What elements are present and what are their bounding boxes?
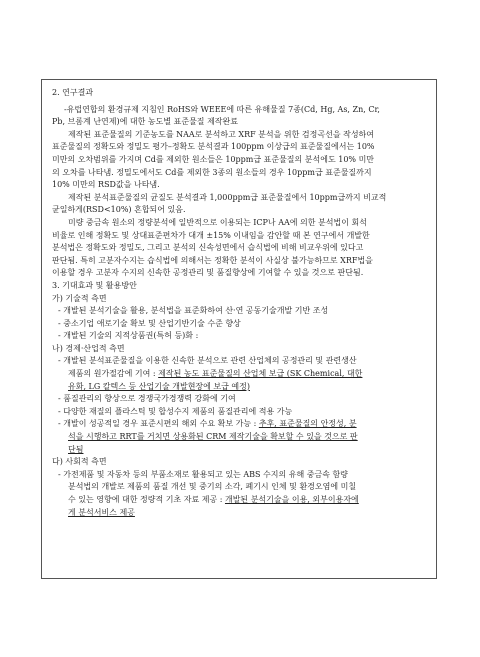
section-3c-item-1-underlined-2: 게 분석서비스 제공 bbox=[68, 507, 135, 517]
section-2-heading: 2. 연구결과 bbox=[52, 88, 94, 97]
section-3c-item-1-line-3 bbox=[52, 494, 426, 507]
section-3b-title: 나) 경제·산업적 측면 bbox=[52, 343, 125, 353]
section-3b-item-1-line-1: - 개발된 분석표준물질을 이용한 신속한 분석으로 관련 산업체의 공정관리 및 관련생산 bbox=[58, 356, 357, 366]
section-3b-item-1-underlined-2: 유화, LG 칼텍스 등 산업기술 개발현장에 보급 예정) bbox=[68, 381, 250, 391]
section-3c-item-1-line-2: 분석법의 개발로 제품의 품질 개선 및 중기의 소각, 폐기시 인체 및 환경오염에 미칠 bbox=[68, 482, 357, 492]
document-frame bbox=[41, 79, 437, 579]
section-2-p4-line-2: 비율로 인해 정확도 및 상대표준편차가 대개 ±15% 이내임을 감안할 때 본 연구에서 개발한 bbox=[52, 230, 370, 240]
section-3b-item-4-line-1 bbox=[52, 418, 426, 431]
section-3b-item-1-text: 제품의 원가절감에 기여 : bbox=[68, 369, 159, 379]
section-3c-item-1-text: 수 있는 영향에 대한 정량적 기초 자료 제공 : bbox=[68, 495, 225, 504]
section-3b-item-4-line-2 bbox=[52, 431, 426, 444]
section-2-p3-line-1: 제작된 분석표준물질의 균질도 분석결과 1,000ppm급 표준물질에서 10ppm급까지 비교적 bbox=[68, 192, 387, 202]
section-3b-item-1-line-3 bbox=[52, 381, 426, 394]
section-3a-item-3: - 개발된 기술의 지적상품권(특허 등)화 : bbox=[58, 331, 199, 341]
section-2-p4-line-5: 이용할 경우 고분자 수지의 신속한 공정관리 및 품질향상에 기여할 수 있을 것으로 판단됨. bbox=[52, 268, 364, 278]
section-2-p2-line-1: 제작된 표준물질의 기준농도를 NAA로 분석하고 XRF 분석을 위한 검정곡선을 작성하여 bbox=[68, 129, 375, 139]
section-3b-item-1-line-2 bbox=[52, 368, 426, 381]
section-3b-item-4-underlined: 추후, 표준물질의 안정성, 분 bbox=[258, 419, 357, 429]
section-2-p1-line-2: Pb, 브롬계 난연제)에 대한 농도별 표준물질 제작완료 bbox=[52, 117, 238, 127]
section-3b-item-4-text: - 개발이 성공적일 경우 표준시편의 해외 수요 확보 가능 : bbox=[58, 419, 259, 429]
section-3b-item-1-underlined: 제작된 농도 표준물질의 산업체 보급 (SK Chemical, 대한 bbox=[158, 369, 363, 379]
section-3c-item-1-line-1: - 가전제품 및 자동차 등의 부품소재로 활용되고 있는 ABS 수지의 유해 중금속 함량 bbox=[58, 469, 348, 479]
section-3b-item-3: - 다양한 재질의 플라스틱 및 합성수지 제품의 품질관리에 적용 가능 bbox=[58, 406, 293, 416]
section-3a-item-2: - 중소기업 애로기술 확보 및 산업기반기술 수준 향상 bbox=[58, 318, 241, 328]
section-2-p2-line-4: 의 오차를 나타냄. 정밀도에서도 Cd를 제외한 3종의 원소들의 경우 10ppm급 표준물질까지 bbox=[52, 167, 372, 177]
section-2-p3-line-2: 균일하게(RSD<10%) 혼합되어 있음. bbox=[52, 205, 186, 215]
section-2-p2-line-5: 10% 미만의 RSD값을 나타냄. bbox=[52, 180, 160, 190]
section-2-p1-line-1: -유럽연합의 환경규제 지침인 RoHS와 WEEE에 따른 유해물질 7종(Cd, Hg, As, Zn, Cr, bbox=[64, 104, 380, 114]
section-2-p4-line-1: 미량 중금속 원소의 정량분석에 일반적으로 이용되는 ICP나 AA에 의한 분석법이 회석 bbox=[68, 217, 367, 227]
section-3b-item-4-underlined-2: 석을 시행하고 RRT를 거치면 상용화된 CRM 제작기술을 확보할 수 있을 것으로 판 bbox=[68, 432, 358, 442]
section-2-p2-line-3: 미만의 오차범위를 가지며 Cd를 제외한 원소들은 10ppm급 표준물질의 분석에도 10% 미만 bbox=[52, 154, 375, 164]
section-3b-item-4-line-3 bbox=[52, 444, 426, 457]
section-2-p4-line-4: 판단됨. 특히 고분자수지는 습식법에 의해서는 정확한 분석이 사실상 불가능하므로 XRF법을 bbox=[52, 255, 373, 265]
section-3a-title: 가) 기술적 측면 bbox=[52, 293, 107, 303]
section-2-p4-line-3: 분석법은 정확도와 정밀도, 그리고 분석의 신속성면에서 습식법에 비해 비교우위에 있다고 bbox=[52, 243, 364, 253]
section-3c-title: 다) 사회적 측면 bbox=[52, 457, 107, 467]
section-3a-item-1: - 개발된 분석기술을 활용, 분석법을 표준화하여 산·연 공동기술개발 기반 조성 bbox=[58, 306, 329, 316]
section-3c-item-1-underlined: 개발된 분석기술을 이용, 외부이용자에 bbox=[224, 495, 359, 504]
section-3b-item-2: - 품질관리의 향상으로 경쟁국가경쟁력 강화에 기여 bbox=[58, 394, 236, 404]
section-3b-item-4-underlined-3: 단됨 bbox=[68, 444, 84, 454]
section-3-heading: 3. 기대효과 및 활용방안 bbox=[52, 280, 137, 290]
section-2-p2-line-2: 표준물질의 정확도와 정밀도 평가–정확도 분석결과 100ppm 이상급의 표준물질에서는 10% bbox=[52, 142, 375, 152]
section-3c-item-1-line-4 bbox=[52, 507, 426, 520]
